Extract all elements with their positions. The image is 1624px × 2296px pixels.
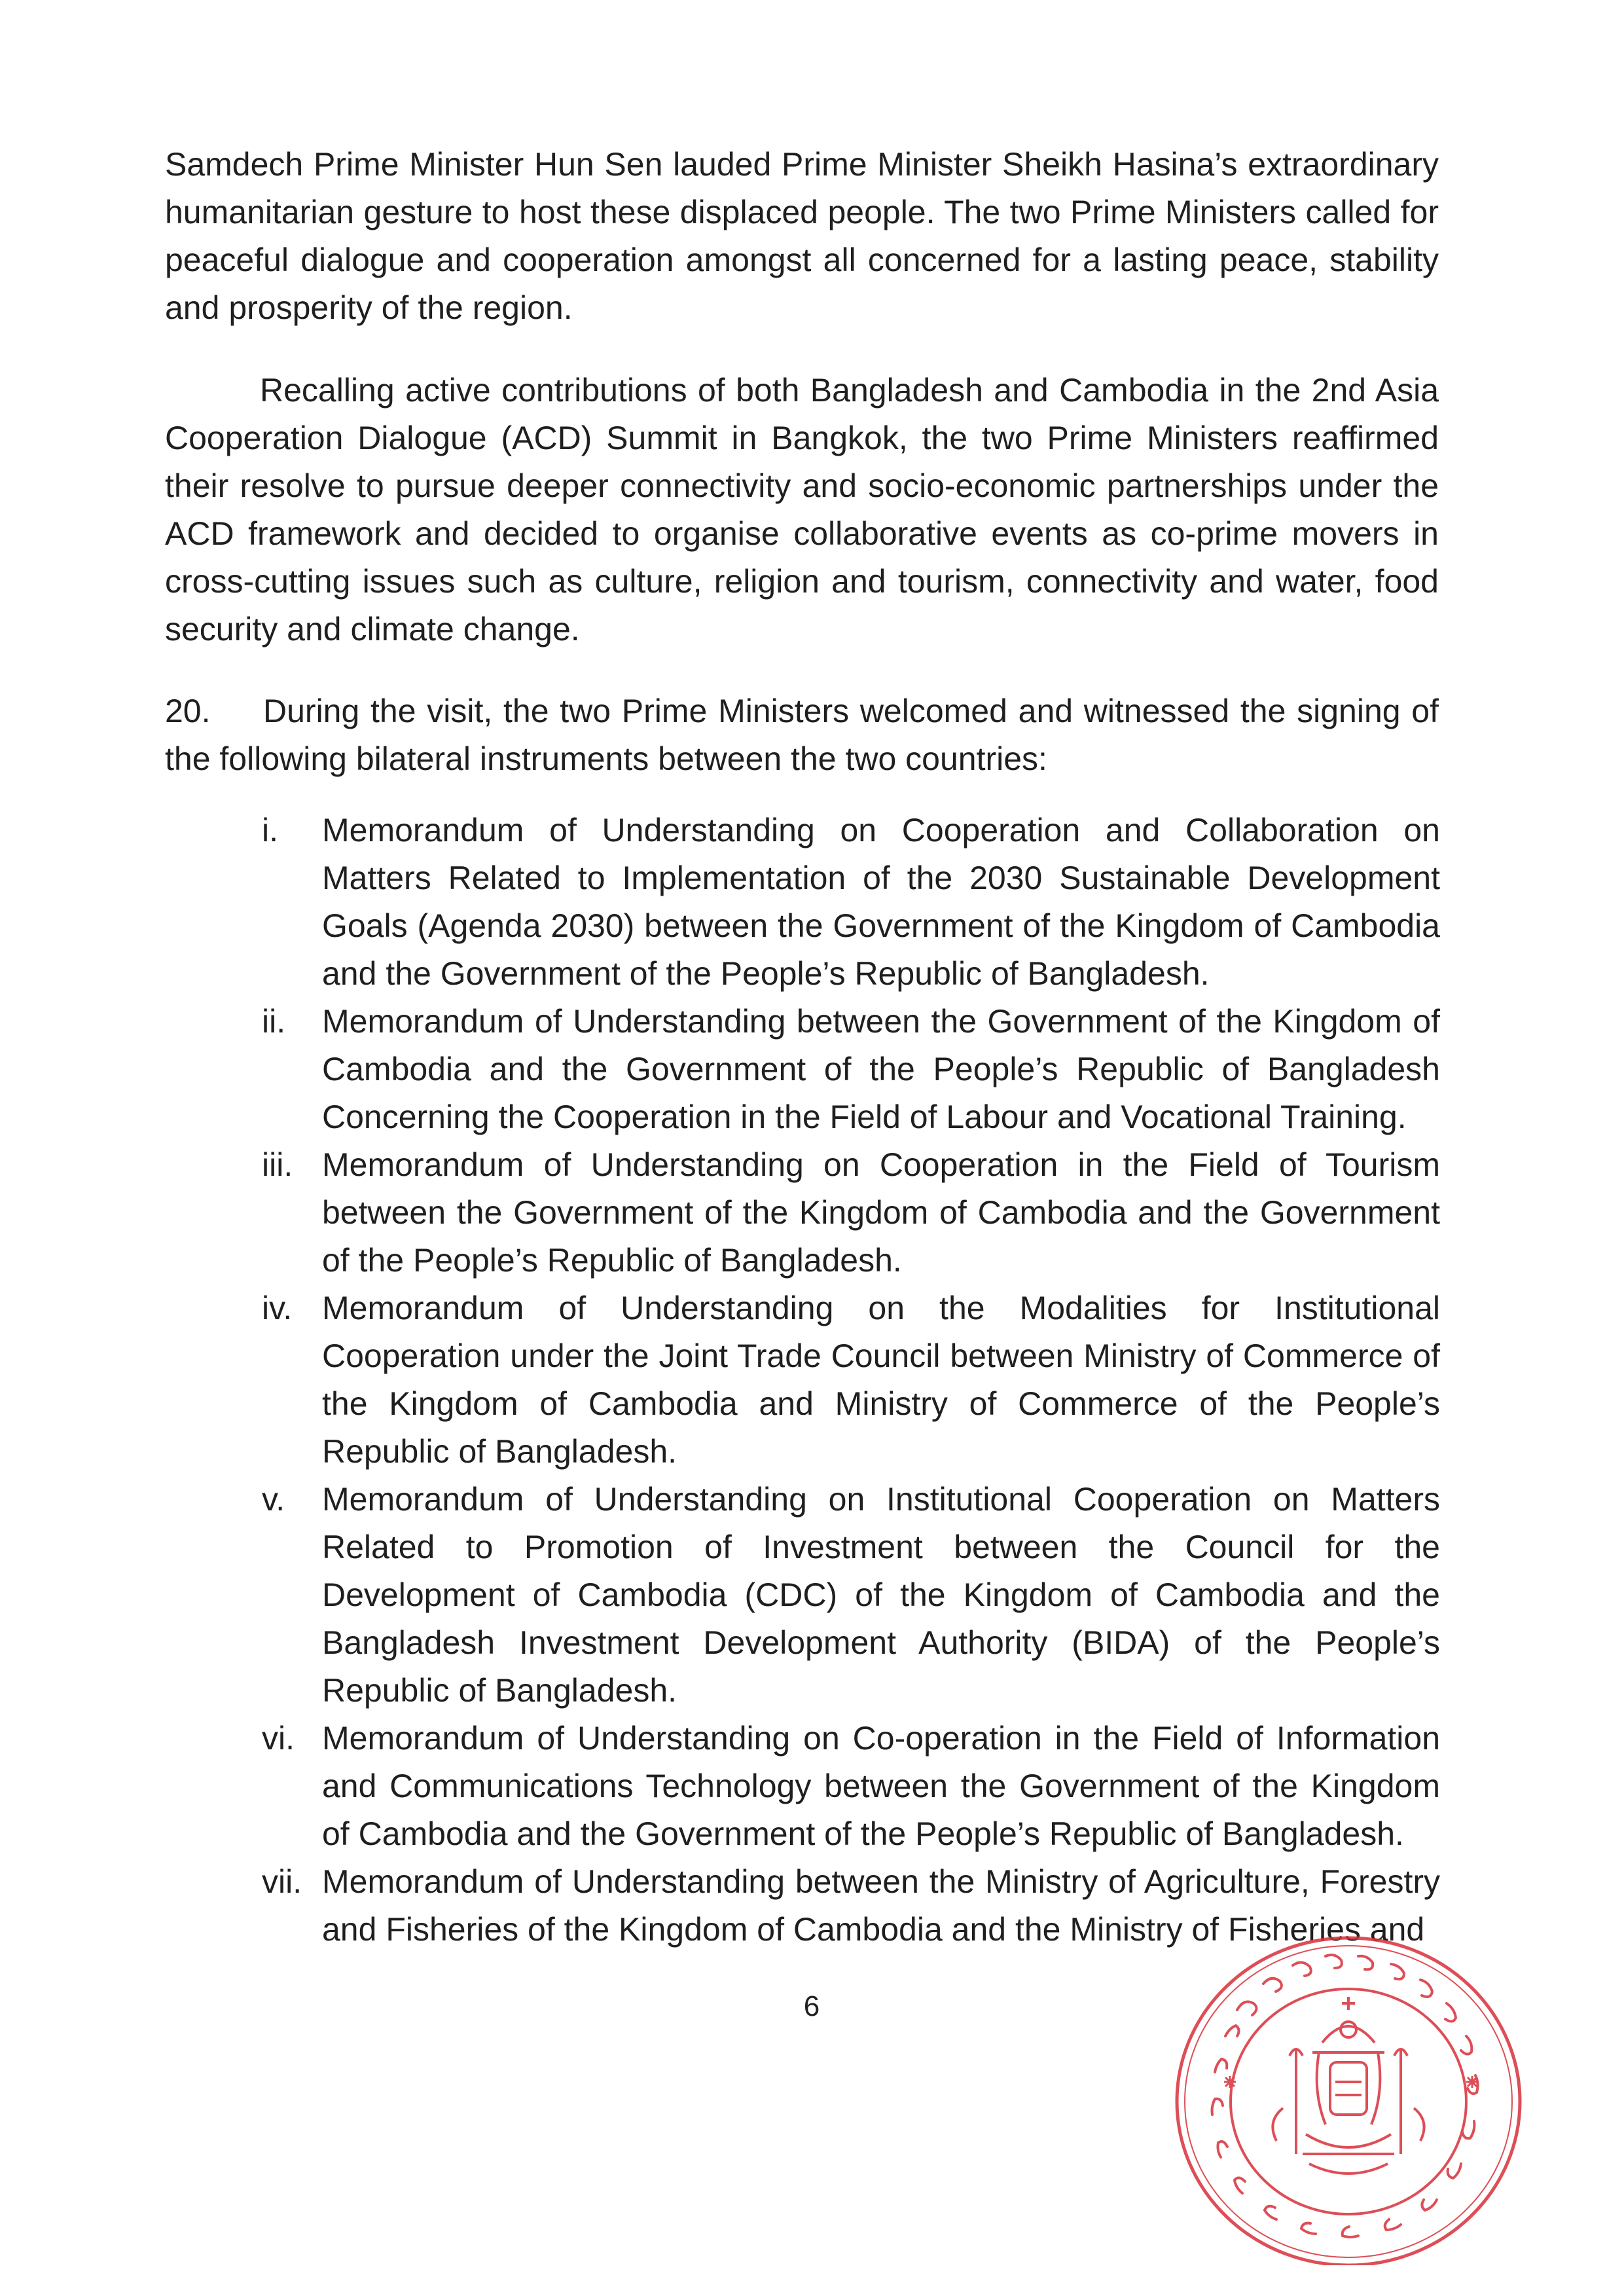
royal-cambodian-seal-icon <box>1159 1912 1525 2265</box>
list-item <box>262 998 1440 1141</box>
list-item-text: Memorandum of Understanding between the Ministry of Agriculture, Forestry and Fisheries of the Kingdom of Cambodia and the Ministry of Fisheries and <box>322 1863 1440 1948</box>
list-numeral: ii. <box>262 1003 286 1040</box>
list-item <box>262 807 1440 998</box>
list-item-text: Memorandum of Understanding between the Government of the Kingdom of Cambodia and the Government of the People’s Republic of Bangladesh Concerning the Cooperation in the Field of Labour and Vocational Training. <box>322 1003 1440 1135</box>
list-numeral: v. <box>262 1481 285 1518</box>
list-numeral: iv. <box>262 1290 293 1326</box>
list-item-text: Memorandum of Understanding on Co-operation in the Field of Information and Communications Technology between the Government of the Kingdom of Cambodia and the Government of the People’s Republic of Bangladesh. <box>322 1720 1440 1852</box>
paragraph-20-text: During the visit, the two Prime Ministers welcomed and witnessed the signing of the following bilateral instruments between the two countries: <box>165 693 1439 777</box>
list-item-text: Memorandum of Understanding on Cooperation and Collaboration on Matters Related to Implementation of the 2030 Sustainable Development Goals (Agenda 2030) between the Government of the Kingdom of Cambodia and the Government of the People’s Republic of Bangladesh. <box>322 812 1440 992</box>
paragraph-acd-summit: Recalling active contributions of both Bangladesh and Cambodia in the 2nd Asia Cooperation Dialogue (ACD) Summit in Bangkok, the two Prime Ministers reaffirmed their resolve to pursue deeper connectivity and socio-economic partnerships under the ACD framework and decided to organise collaborative events as co-prime movers in cross-cutting issues such as culture, religion and tourism, connectivity and water, food security and climate change. <box>165 372 1439 647</box>
list-numeral: vii. <box>262 1863 302 1900</box>
instruments-list <box>262 807 1440 1954</box>
list-item <box>262 1141 1440 1285</box>
page-number: 6 <box>803 1990 820 2022</box>
list-item-text: Memorandum of Understanding on Institutional Cooperation on Matters Related to Promotion of Investment between the Council for the Development of Cambodia (CDC) of the Kingdom of Cambodia and the Bangladesh Investment Development Authority (BIDA) of the People’s Republic of Bangladesh. <box>322 1481 1440 1709</box>
list-numeral: iii. <box>262 1146 293 1183</box>
paragraph-20 <box>165 687 1439 783</box>
list-item <box>262 1476 1440 1715</box>
paragraph-number: 20. <box>165 693 211 729</box>
list-item-text: Memorandum of Understanding on the Modalities for Institutional Cooperation under the Joint Trade Council between Ministry of Commerce of the Kingdom of Cambodia and Ministry of Commerce of the People’s Republic of Bangladesh. <box>322 1290 1440 1470</box>
list-numeral: vi. <box>262 1720 295 1757</box>
list-item <box>262 1285 1440 1476</box>
paragraph-closing-previous: Samdech Prime Minister Hun Sen lauded Prime Minister Sheikh Hasina’s extraordinary humanitarian gesture to host these displaced people. The two Prime Ministers called for peaceful dialogue and cooperation amongst all concerned for a lasting peace, stability and prosperity of the region. <box>165 146 1439 326</box>
list-item <box>262 1715 1440 1858</box>
list-item-text: Memorandum of Understanding on Cooperation in the Field of Tourism between the Government of the Kingdom of Cambodia and the Government of the People’s Republic of Bangladesh. <box>322 1146 1440 1279</box>
list-numeral: i. <box>262 812 278 848</box>
